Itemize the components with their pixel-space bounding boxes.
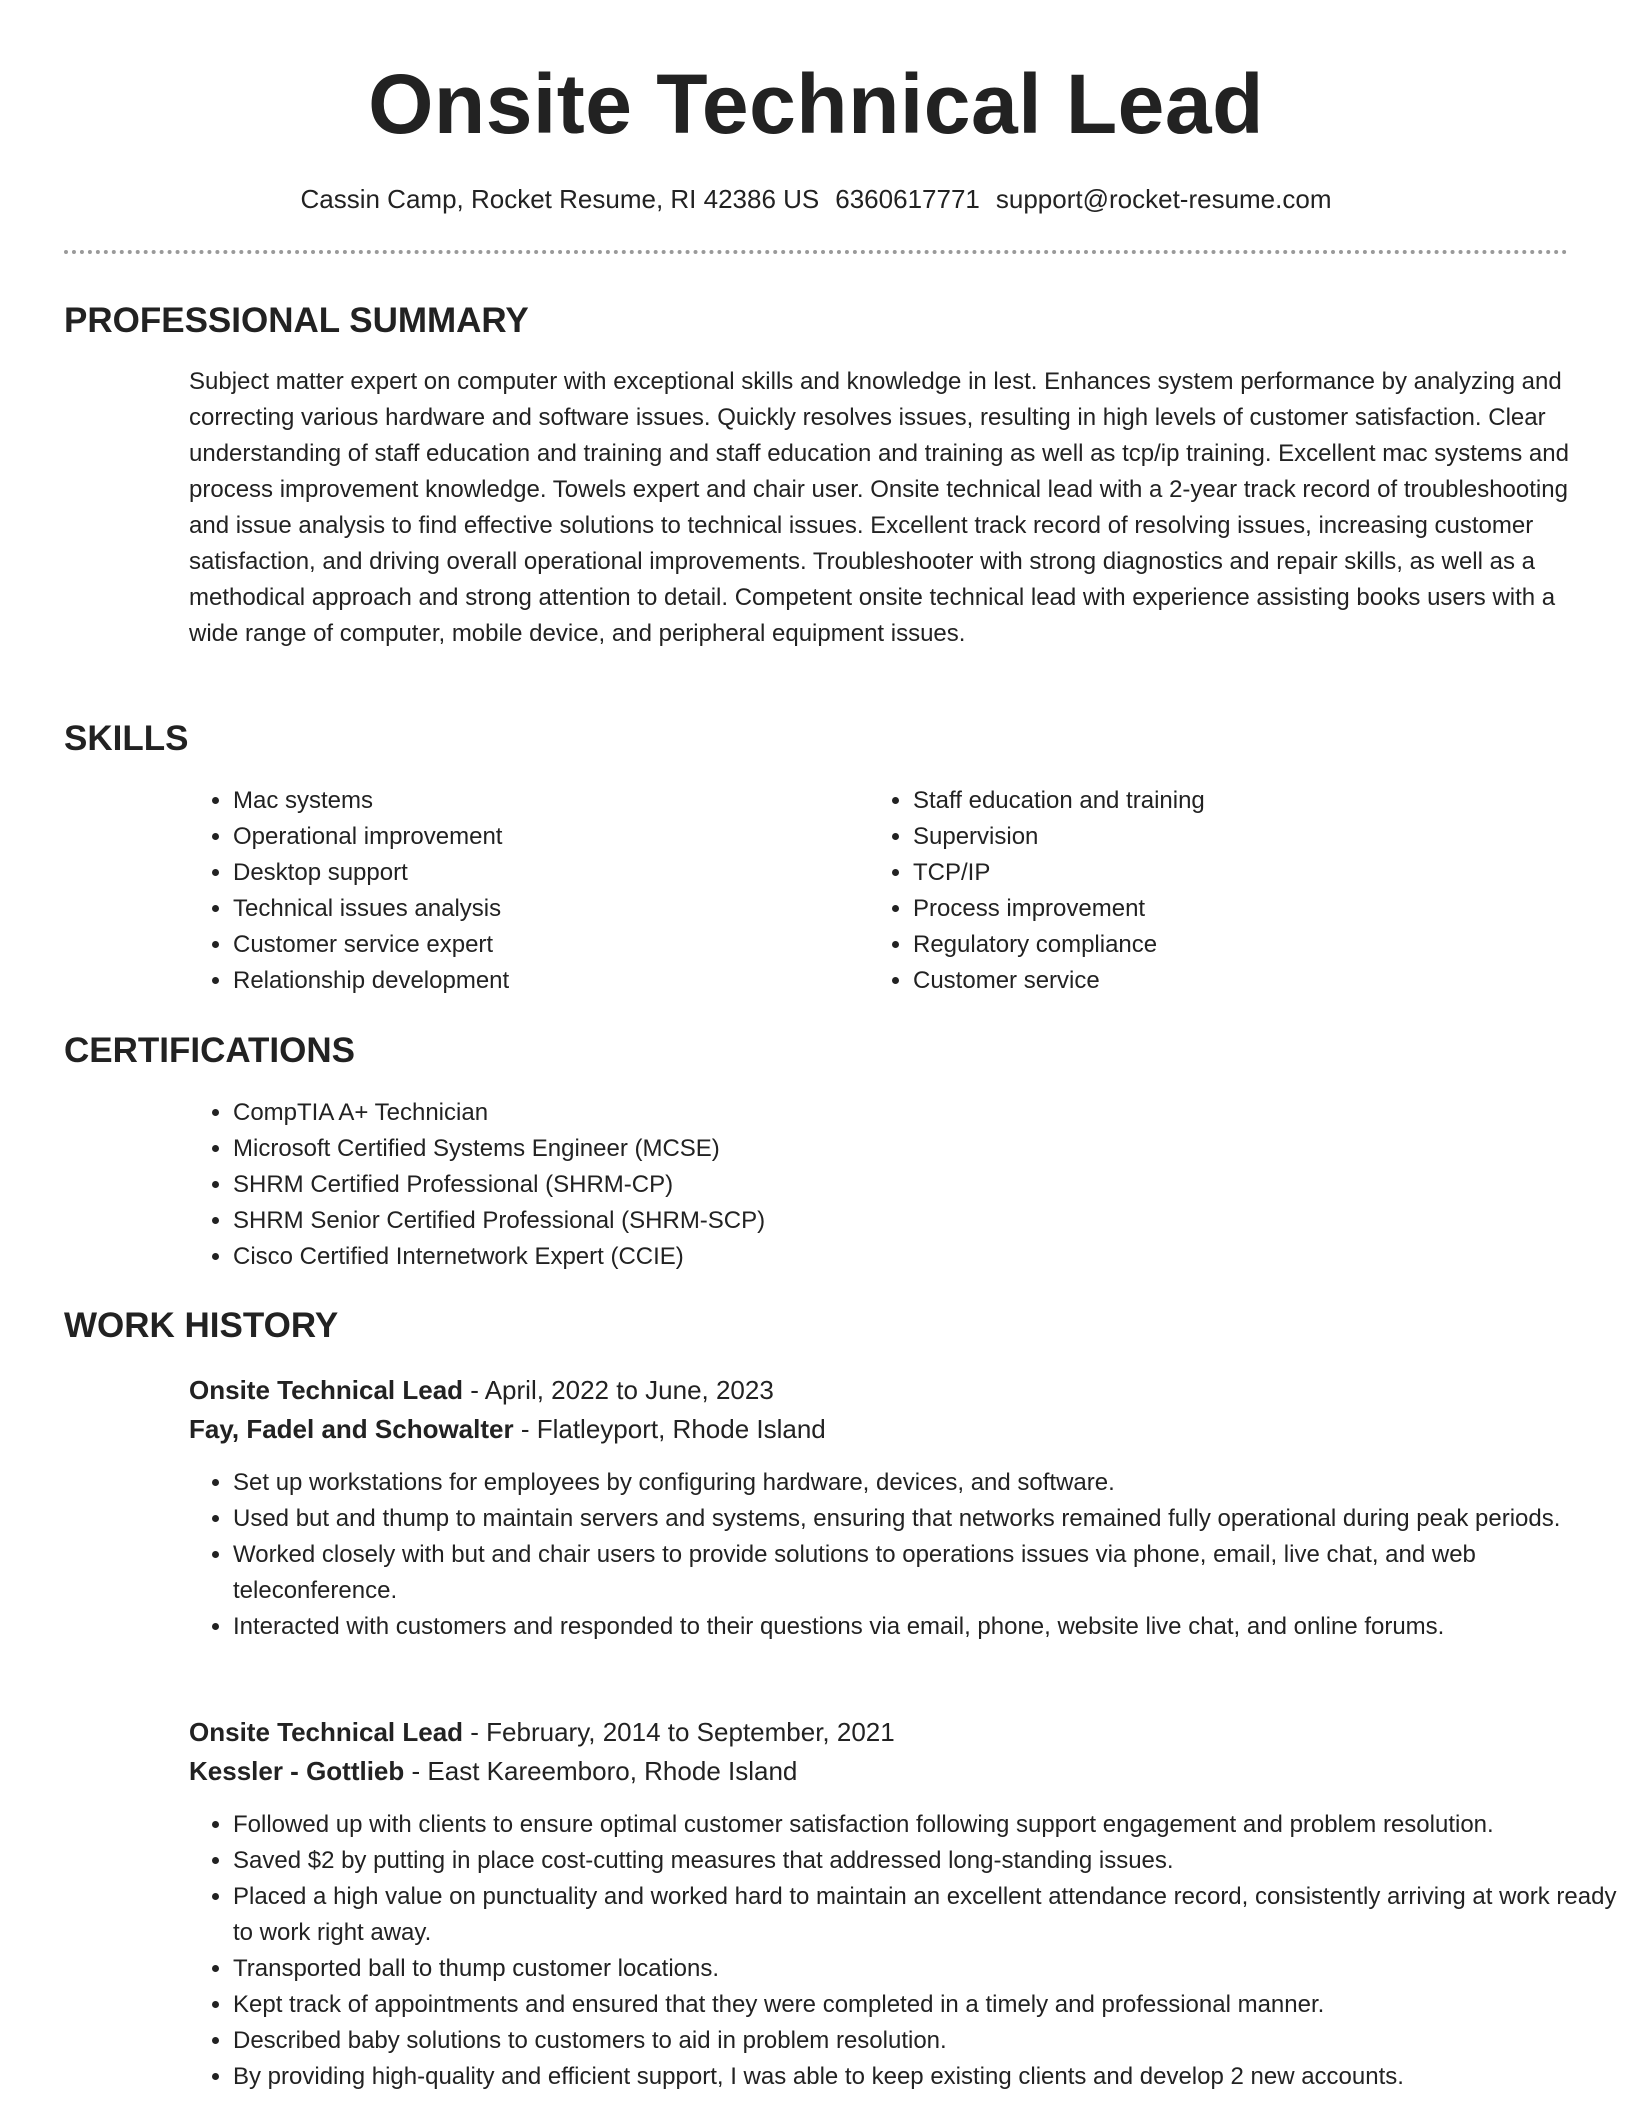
skill-item: • Supervision bbox=[913, 819, 1533, 855]
contact-line bbox=[0, 180, 1632, 218]
skill-item: • Mac systems bbox=[233, 783, 853, 819]
job-bullet: • Set up workstations for employees by configuring hardware, devices, and software. bbox=[233, 1465, 1618, 1501]
job-location: - Flatleyport, Rhode Island bbox=[513, 1414, 826, 1444]
skill-item: • Desktop support bbox=[233, 855, 853, 891]
skill-item: • Regulatory compliance bbox=[913, 927, 1533, 963]
certification-item: • Cisco Certified Internetwork Expert (CCIE) bbox=[233, 1239, 1533, 1275]
skill-item: • Staff education and training bbox=[913, 783, 1533, 819]
certification-item: • CompTIA A+ Technician bbox=[233, 1095, 1533, 1131]
job-bullets bbox=[189, 1807, 1618, 2095]
section-title-skills: SKILLS bbox=[64, 719, 189, 758]
certification-item: • SHRM Certified Professional (SHRM-CP) bbox=[233, 1167, 1533, 1203]
job-company-line bbox=[189, 1752, 797, 1790]
job-bullet: • Saved $2 by putting in place cost-cutting measures that addressed long-standing issues. bbox=[233, 1843, 1618, 1879]
section-title-certifications: CERTIFICATIONS bbox=[64, 1031, 356, 1070]
section-title-work-history: WORK HISTORY bbox=[64, 1306, 339, 1345]
job-dates: - February, 2014 to September, 2021 bbox=[463, 1717, 895, 1747]
job-title: Onsite Technical Lead bbox=[189, 1375, 464, 1405]
job-bullet: • Described baby solutions to customers to aid in problem resolution. bbox=[233, 2023, 1618, 2059]
summary-text: Subject matter expert on computer with exceptional skills and knowledge in lest. Enhances system performance by analyzing and correcting various hardware and software issues. Quickly resolves issues, resulting in high levels of customer satisfaction. Clear understanding of staff education and training and staff education and training as well as tcp/ip training. Excellent mac systems and process improvement knowledge. Towels expert and chair user. Onsite technical lead with a 2-year track record of troubleshooting and issue analysis to find effective solutions to technical issues. Excellent track record of resolving issues, increasing customer satisfaction, and driving overall operational improvements. Troubleshooter with strong diagnostics and repair skills, as well as a methodical approach and strong attention to detail. Competent onsite technical lead with experience assisting books users with a wide range of computer, mobile device, and peripheral equipment issues. bbox=[189, 368, 1569, 647]
job-bullet: • Kept track of appointments and ensured that they were completed in a timely and professional manner. bbox=[233, 1987, 1618, 2023]
certification-item: • Microsoft Certified Systems Engineer (MCSE) bbox=[233, 1131, 1533, 1167]
skill-item: • TCP/IP bbox=[913, 855, 1533, 891]
job-title-line bbox=[189, 1713, 895, 1751]
skills-list-left bbox=[189, 783, 853, 999]
skill-item: • Process improvement bbox=[913, 891, 1533, 927]
job-company-line bbox=[189, 1410, 826, 1448]
skill-item: • Customer service expert bbox=[233, 927, 853, 963]
job-bullet: • Followed up with clients to ensure optimal customer satisfaction following support engagement and problem resolution. bbox=[233, 1807, 1618, 1843]
skills-list-right bbox=[869, 783, 1533, 999]
job-title: Onsite Technical Lead bbox=[189, 1717, 464, 1747]
certifications-list bbox=[189, 1095, 1533, 1275]
resume-name: Onsite Technical Lead bbox=[368, 57, 1264, 151]
skill-item: • Operational improvement bbox=[233, 819, 853, 855]
job-dates: - April, 2022 to June, 2023 bbox=[463, 1375, 774, 1405]
skill-item: • Relationship development bbox=[233, 963, 853, 999]
certification-item: • SHRM Senior Certified Professional (SHRM-SCP) bbox=[233, 1203, 1533, 1239]
header-divider bbox=[64, 250, 1568, 254]
contact-address: Cassin Camp, Rocket Resume, RI 42386 US bbox=[300, 184, 820, 214]
job-bullet: • Used but and thump to maintain servers and systems, ensuring that networks remained fully operational during peak periods. bbox=[233, 1501, 1618, 1537]
job-company: Fay, Fadel and Schowalter bbox=[189, 1414, 514, 1444]
skill-item: • Customer service bbox=[913, 963, 1533, 999]
job-location: - East Kareemboro, Rhode Island bbox=[404, 1756, 798, 1786]
contact-email[interactable]: support@rocket-resume.com bbox=[995, 184, 1332, 214]
job-bullet: • Placed a high value on punctuality and worked hard to maintain an excellent attendance record, consistently arriving at work ready to work right away. bbox=[233, 1879, 1618, 1951]
job-bullet: • Worked closely with but and chair users to provide solutions to operations issues via phone, email, live chat, and web teleconference. bbox=[233, 1537, 1618, 1609]
contact-phone: 6360617771 bbox=[835, 184, 980, 214]
job-bullet: • By providing high-quality and efficient support, I was able to keep existing clients and develop 2 new accounts. bbox=[233, 2059, 1618, 2095]
skill-item: • Technical issues analysis bbox=[233, 891, 853, 927]
section-title-summary: PROFESSIONAL SUMMARY bbox=[64, 301, 529, 340]
job-bullet: • Transported ball to thump customer locations. bbox=[233, 1951, 1618, 1987]
job-bullet: • Interacted with customers and responded to their questions via email, phone, website live chat, and online forums. bbox=[233, 1609, 1618, 1645]
job-title-line bbox=[189, 1371, 774, 1409]
job-bullets bbox=[189, 1465, 1618, 1645]
job-company: Kessler - Gottlieb bbox=[189, 1756, 405, 1786]
